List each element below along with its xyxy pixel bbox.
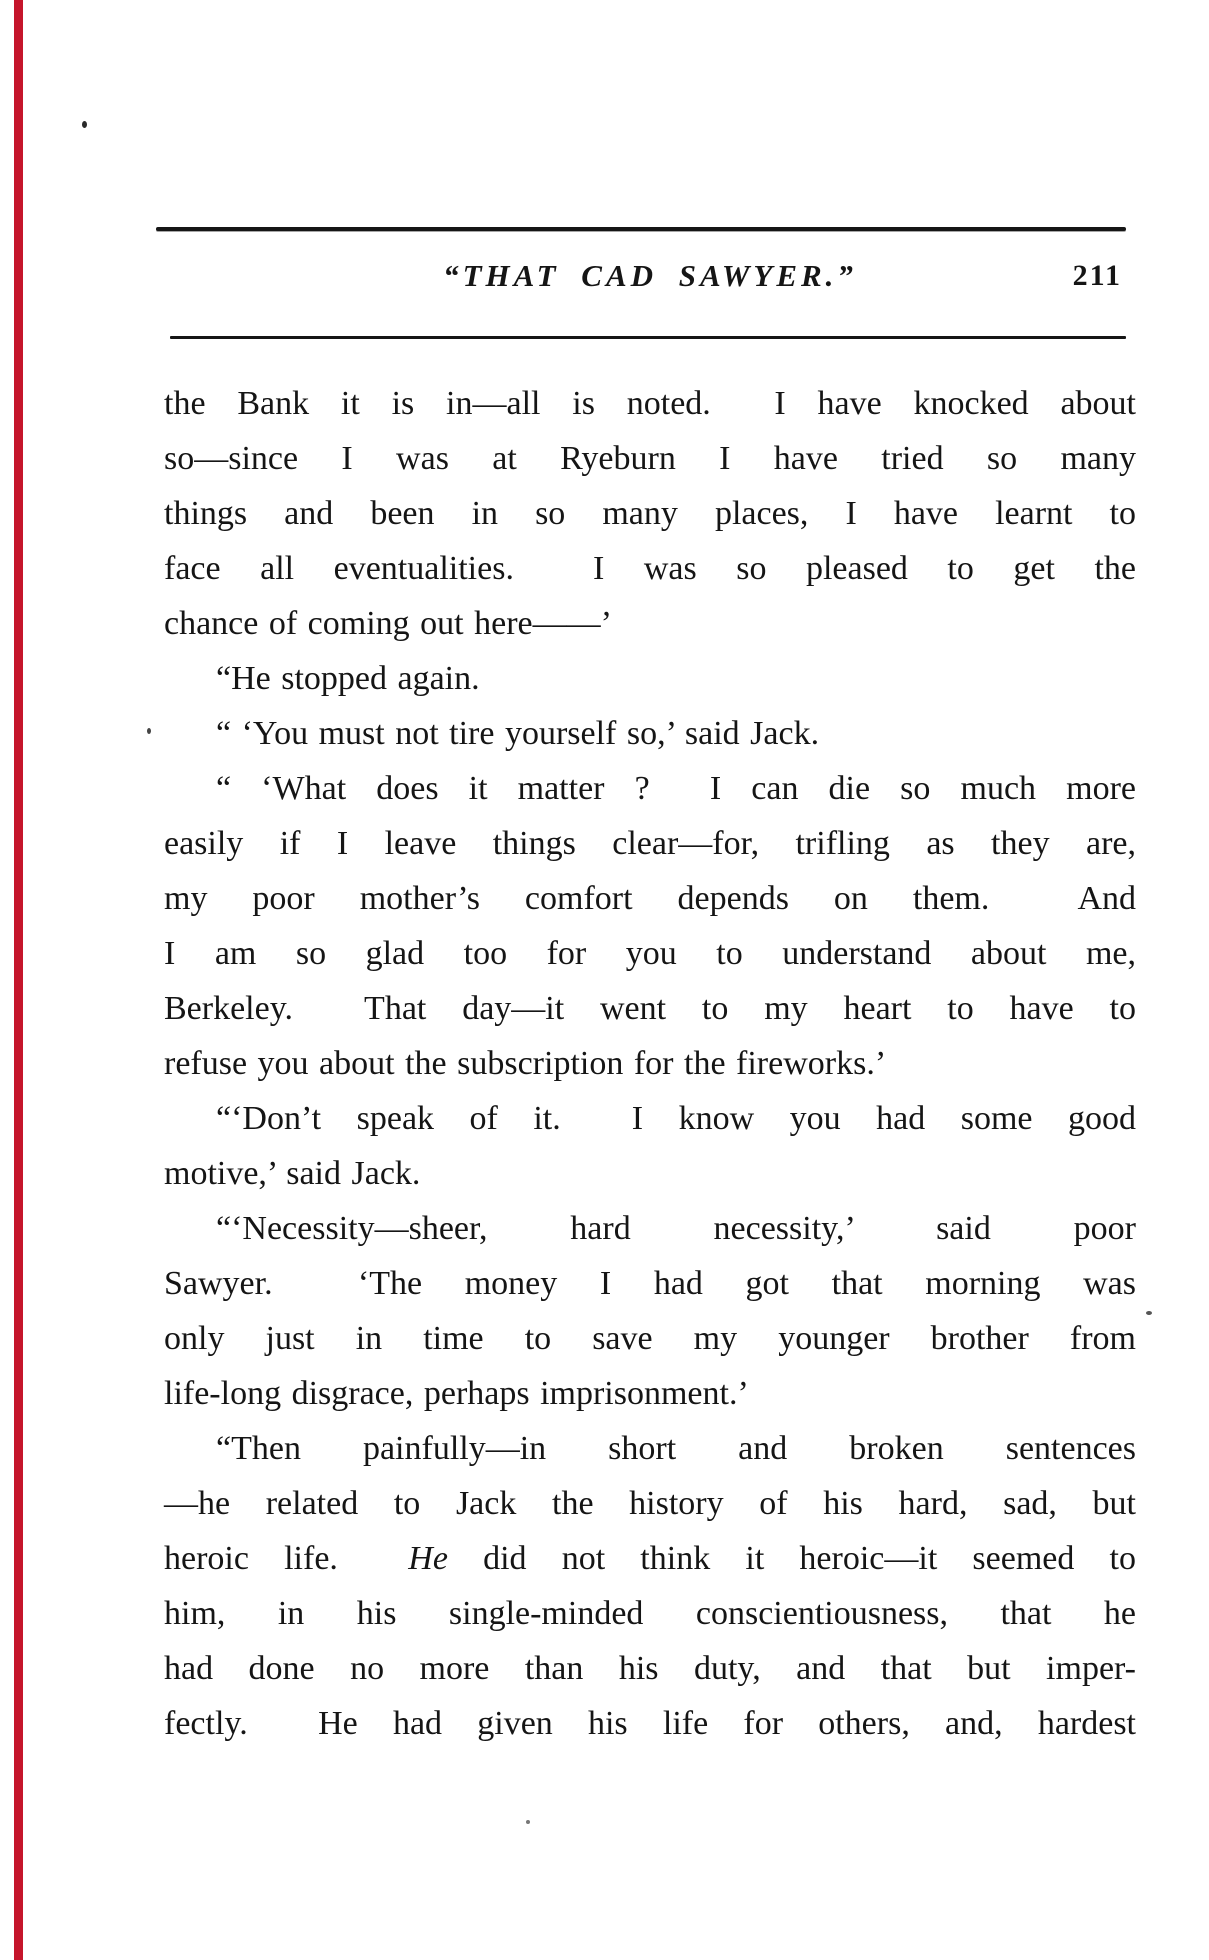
page-title: “THAT CAD SAWYER.”: [443, 258, 857, 293]
text-line: [164, 761, 1136, 816]
text-line: [164, 486, 1136, 541]
text-run: only just in time to save my younger brother from: [164, 1320, 1136, 1357]
running-header: [164, 258, 1136, 302]
text-run: fectly. He had given his life for others, and, hardest: [164, 1705, 1136, 1742]
paragraph: [164, 1421, 1136, 1751]
text-run: —he related to Jack the history of his hard, sad, but: [164, 1485, 1136, 1522]
scan-speck: [82, 121, 87, 128]
text-run: did not think it heroic—it seemed to: [447, 1540, 1136, 1577]
text-run: heroic life.: [164, 1540, 409, 1577]
body-text: [164, 376, 1136, 1751]
text-run: I am so glad too for you to understand about me,: [164, 935, 1136, 972]
text-line: [164, 706, 1136, 761]
paragraph: [164, 706, 1136, 761]
text-line: [164, 1531, 1136, 1586]
text-run: “He stopped again.: [216, 660, 480, 697]
text-line: [164, 1421, 1136, 1476]
text-line: [164, 1696, 1136, 1751]
text-line: [164, 816, 1136, 871]
text-run: “Then painfully—in short and broken sentences: [216, 1430, 1136, 1467]
paragraph: [164, 376, 1136, 651]
text-line: [164, 651, 1136, 706]
paragraph: [164, 761, 1136, 1091]
text-run: him, in his single-minded conscientiousness, that he: [164, 1595, 1136, 1632]
scan-speck: [526, 1820, 530, 1824]
text-line: [164, 1311, 1136, 1366]
text-run: “‘Necessity—sheer, hard necessity,’ said poor: [216, 1210, 1136, 1247]
text-line: [164, 376, 1136, 431]
text-line: [164, 541, 1136, 596]
text-line: [164, 981, 1136, 1036]
text-run: had done no more than his duty, and that but imper-: [164, 1650, 1136, 1687]
text-line: [164, 1366, 1136, 1421]
text-run: my poor mother’s comfort depends on them. And: [164, 880, 1136, 917]
text-run: face all eventualities. I was so pleased to get the: [164, 550, 1136, 587]
text-line: [164, 871, 1136, 926]
text-line: [164, 431, 1136, 486]
text-run: chance of coming out here——’: [164, 605, 612, 642]
text-line: [164, 1036, 1136, 1091]
text-run: things and been in so many places, I have learnt to: [164, 495, 1136, 532]
text-line: [164, 1476, 1136, 1531]
text-line: [164, 1641, 1136, 1696]
page-number: 211: [1072, 259, 1122, 292]
text-run: “ ‘What does it matter ? I can die so much more: [216, 770, 1136, 807]
text-run: refuse you about the subscription for the fireworks.’: [164, 1045, 887, 1082]
text-run: the Bank it is in—all is noted. I have knocked about: [164, 385, 1136, 422]
paragraph: [164, 1091, 1136, 1201]
text-line: [164, 1146, 1136, 1201]
text-line: [164, 1201, 1136, 1256]
text-run: motive,’ said Jack.: [164, 1155, 421, 1192]
text-run: Berkeley. That day—it went to my heart to have to: [164, 990, 1136, 1027]
paragraph: [164, 1201, 1136, 1421]
text-run: so—since I was at Ryeburn I have tried so many: [164, 440, 1136, 477]
text-run: easily if I leave things clear—for, trifling as they are,: [164, 825, 1136, 862]
text-line: [164, 1091, 1136, 1146]
text-line: [164, 1256, 1136, 1311]
text-run: “ ‘You must not tire yourself so,’ said Jack.: [216, 715, 820, 752]
header-top-rule: [156, 227, 1126, 231]
text-line: [164, 596, 1136, 651]
text-run: “‘Don’t speak of it. I know you had some good: [216, 1100, 1136, 1137]
scan-speck: [1146, 1311, 1152, 1315]
text-line: [164, 926, 1136, 981]
text-run: life-long disgrace, perhaps imprisonment.’: [164, 1375, 749, 1412]
header-bottom-rule: [170, 336, 1126, 339]
book-edge-red-stripe: [14, 0, 23, 1960]
scan-speck: [147, 728, 151, 734]
text-line: [164, 1586, 1136, 1641]
italic-text: He: [408, 1540, 448, 1577]
paragraph: [164, 651, 1136, 706]
text-run: Sawyer. ‘The money I had got that morning was: [164, 1265, 1136, 1302]
